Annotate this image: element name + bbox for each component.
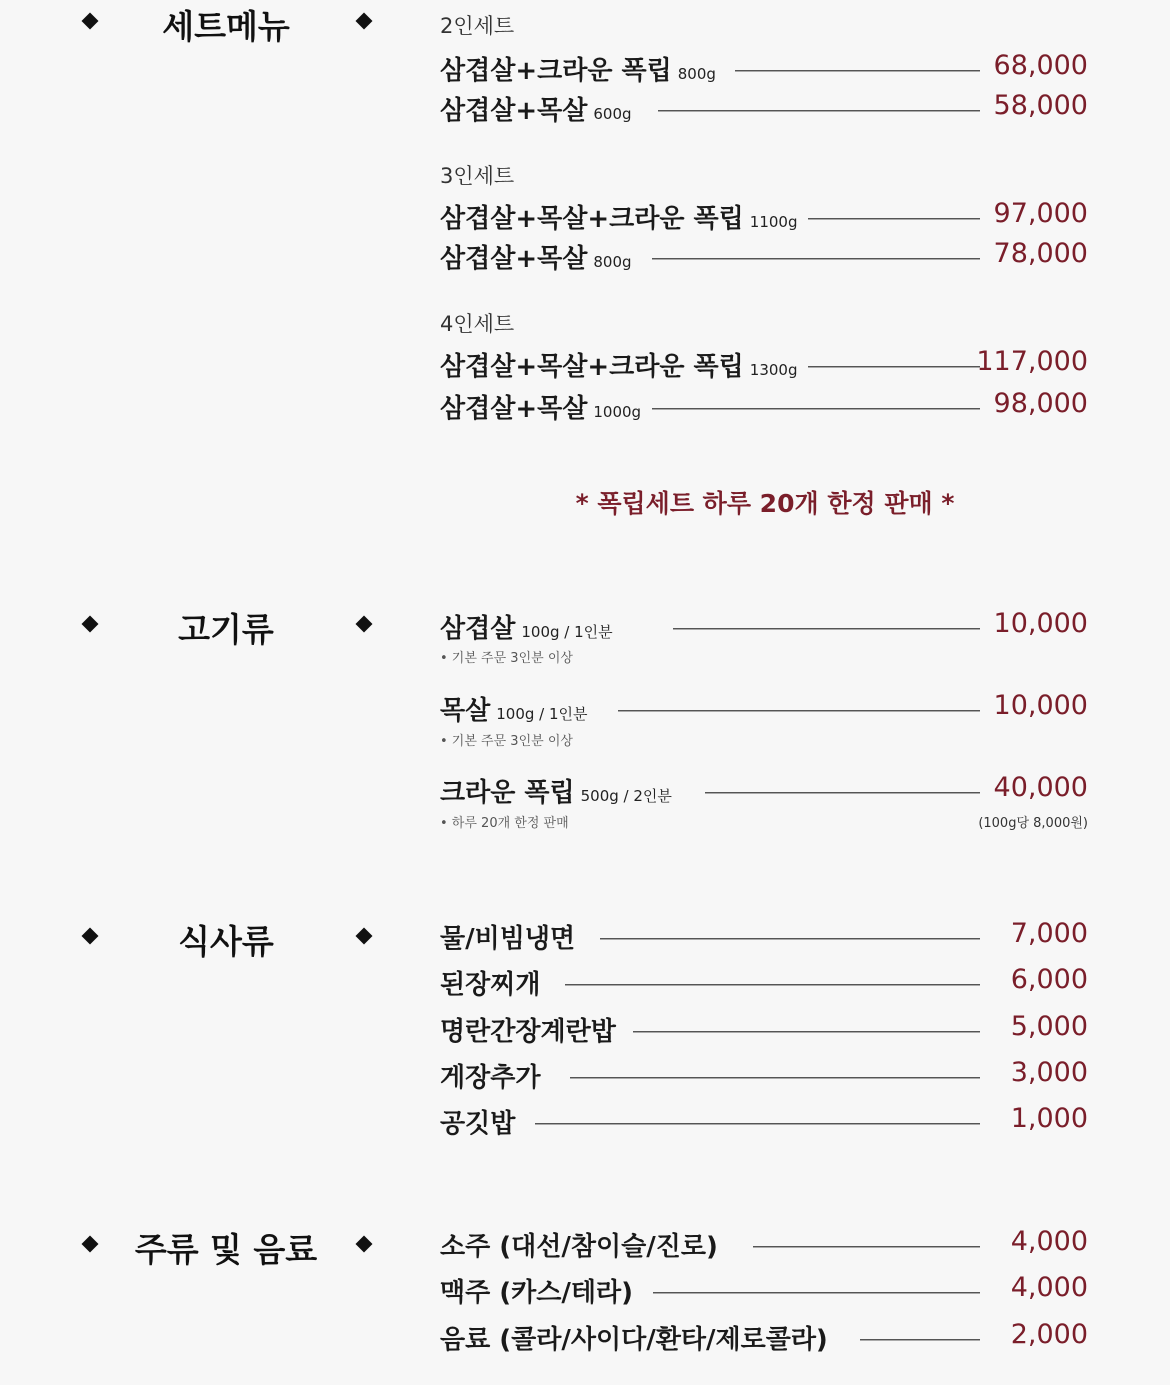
item-price: 1,000 [1010, 1103, 1088, 1134]
item-name: 삼겹살+목살 600g [440, 96, 632, 126]
item-price: 117,000 [976, 346, 1088, 377]
item-name: 공깃밥 [440, 1109, 516, 1139]
leader-line [808, 366, 980, 368]
leader-line [535, 1123, 980, 1125]
item-price: 6,000 [1010, 964, 1088, 995]
group-label-3p: 3인세트 [440, 164, 515, 188]
item-note: • 하루 20개 한정 판매 [440, 816, 569, 831]
group-label-4p: 4인세트 [440, 312, 515, 336]
leader-line [565, 984, 980, 986]
item-name: 맥주 (카스/테라) [440, 1278, 634, 1308]
item-name: 삼겹살+크라운 폭립 800g [440, 56, 716, 86]
menu-row [440, 238, 1088, 278]
item-name: 물/비빔냉면 [440, 924, 576, 954]
menu-row [440, 1103, 1088, 1143]
menu-row [440, 346, 1088, 386]
menu-row [440, 918, 1088, 958]
leader-line [735, 70, 980, 72]
bullet-diamond-icon [82, 13, 99, 30]
menu-row [440, 772, 1088, 812]
item-name: 된장찌개 [440, 970, 541, 1000]
item-price: 7,000 [1010, 918, 1088, 949]
limit-notice: * 폭립세트 하루 20개 한정 판매 * [575, 489, 955, 518]
item-name: 삼겹살+목살 1000g [440, 394, 642, 424]
leader-line [652, 258, 980, 260]
item-name: 삼겹살+목살+크라운 폭립 1300g [440, 352, 798, 382]
item-weight: 600g [593, 105, 632, 123]
leader-line [633, 1031, 980, 1033]
item-weight: 100g / 1인분 [521, 623, 613, 641]
leader-line [673, 628, 980, 630]
item-price: 78,000 [993, 238, 1088, 269]
menu-row [440, 1319, 1088, 1359]
menu-row [440, 964, 1088, 1004]
leader-line [705, 792, 980, 794]
item-name: 음료 (콜라/사이다/환타/제로콜라) [440, 1325, 828, 1355]
menu-row [440, 90, 1088, 130]
item-price: 68,000 [993, 50, 1088, 81]
item-price: 98,000 [993, 388, 1088, 419]
menu-row [440, 1057, 1088, 1097]
menu-row [440, 1272, 1088, 1312]
item-name: 삼겹살+목살 800g [440, 244, 632, 274]
item-note: • 기본 주문 3인분 이상 [440, 734, 573, 749]
item-name: 명란간장계란밥 [440, 1017, 616, 1047]
item-name: 삼겹살+목살+크라운 폭립 1100g [440, 204, 798, 234]
leader-line [753, 1246, 980, 1248]
bullet-diamond-icon [356, 1236, 373, 1253]
item-weight: 800g [593, 253, 632, 271]
menu-row [440, 50, 1088, 90]
bullet-diamond-icon [82, 1236, 99, 1253]
bullet-diamond-icon [356, 928, 373, 945]
item-name: 크라운 폭립 500g / 2인분 [440, 778, 672, 808]
item-weight: 500g / 2인분 [580, 787, 672, 805]
bullet-diamond-icon [82, 616, 99, 633]
item-price: 58,000 [993, 90, 1088, 121]
leader-line [618, 710, 980, 712]
leader-line [658, 110, 980, 112]
leader-line [652, 408, 980, 410]
section-title-set: 세트메뉴 [162, 7, 290, 46]
menu-row [440, 388, 1088, 428]
item-price: 97,000 [993, 198, 1088, 229]
section-title-meat: 고기류 [178, 610, 274, 649]
item-note: • 기본 주문 3인분 이상 [440, 651, 573, 666]
item-weight: 1100g [749, 213, 798, 231]
item-weight: 1000g [593, 403, 642, 421]
item-name: 삼겹살 100g / 1인분 [440, 614, 613, 644]
section-title-meal: 식사류 [178, 922, 274, 961]
item-price: 10,000 [993, 608, 1088, 639]
item-name: 목살 100g / 1인분 [440, 696, 588, 726]
item-price: 2,000 [1010, 1319, 1088, 1350]
section-title-drinks: 주류 및 음료 [134, 1230, 318, 1269]
menu-row [440, 690, 1088, 730]
menu-row [440, 1011, 1088, 1051]
item-weight: 1300g [749, 361, 798, 379]
menu-row [440, 1226, 1088, 1266]
item-price: 5,000 [1010, 1011, 1088, 1042]
bullet-diamond-icon [82, 928, 99, 945]
item-price: 4,000 [1010, 1272, 1088, 1303]
leader-line [860, 1339, 980, 1341]
bullet-diamond-icon [356, 616, 373, 633]
leader-line [600, 938, 980, 940]
item-weight: 100g / 1인분 [496, 705, 588, 723]
item-weight: 800g [677, 65, 716, 83]
item-price: 10,000 [993, 690, 1088, 721]
item-price: 40,000 [993, 772, 1088, 803]
leader-line [653, 1292, 980, 1294]
leader-line [570, 1077, 980, 1079]
bullet-diamond-icon [356, 13, 373, 30]
item-subprice: (100g당 8,000원) [978, 816, 1088, 831]
menu-row [440, 198, 1088, 238]
item-price: 4,000 [1010, 1226, 1088, 1257]
item-name: 소주 (대선/참이슬/진로) [440, 1232, 718, 1262]
group-label-2p: 2인세트 [440, 14, 515, 38]
leader-line [808, 218, 980, 220]
menu-row [440, 608, 1088, 648]
item-price: 3,000 [1010, 1057, 1088, 1088]
item-name: 게장추가 [440, 1063, 541, 1093]
